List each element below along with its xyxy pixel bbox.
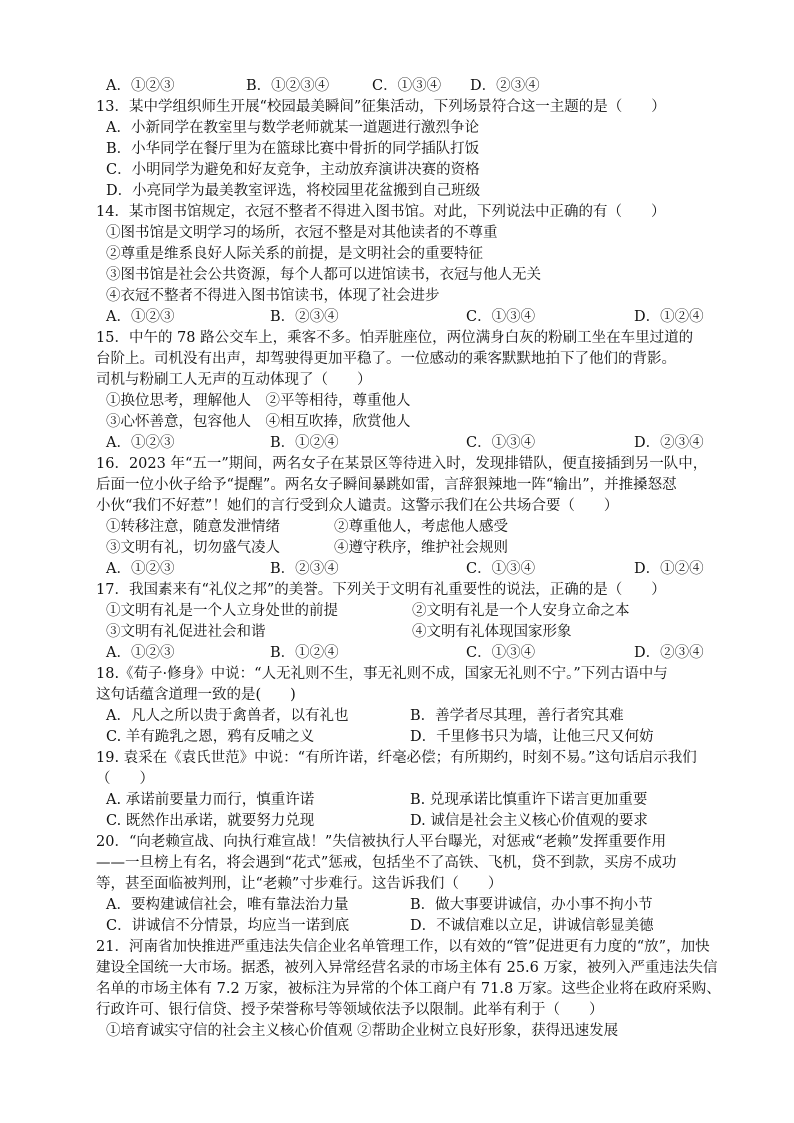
q15-option-c[interactable]: C．①③④	[466, 435, 536, 451]
q16-statement-1: ①转移注意，随意发泄情绪	[106, 519, 280, 535]
q16-stem-line-2: 后面一位小伙子给予“提醒”。两名女子瞬间暴跳如雷，言辞狠辣地一阵“输出”，并推搡怒怼	[96, 477, 677, 493]
q17-statement-3: ③文明有礼促进社会和谐	[106, 624, 266, 640]
q13-option-a[interactable]: A．小新同学在教室里与数学老师就某一道题进行激烈争论	[106, 120, 479, 136]
q14-stem: 14．某市图书馆规定，衣冠不整者不得进入图书馆。对此，下列说法中正确的有（ ）	[96, 204, 666, 220]
q12-option-a[interactable]: A．①②③	[106, 78, 175, 94]
q13-option-c[interactable]: C．小明同学为避免和好友竞争，主动放弃演讲决赛的资格	[106, 162, 480, 178]
q21-stem-line-1: 21．河南省加快推进严重违法失信企业名单管理工作，以有效的“管”促进更有力度的“放”，加快	[96, 939, 710, 955]
q17-option-b[interactable]: B．①②④	[270, 645, 339, 661]
q20-stem-line-2: ——一旦榜上有名，将会遇到“花式”惩戒，包括坐不了高铁、飞机，贷不到款，买房不成功	[96, 855, 677, 871]
q19-option-a[interactable]: A. 承诺前要量力而行，慎重许诺	[106, 792, 315, 808]
q20-option-c[interactable]: C．讲诚信不分情景，均应当一诺到底	[106, 918, 350, 934]
q19-option-b[interactable]: B. 兑现承诺比慎重许下诺言更加重要	[410, 792, 648, 808]
q16-option-d[interactable]: D．①②④	[634, 561, 704, 577]
q16-statement-2: ②尊重他人，考虑他人感受	[334, 519, 508, 535]
q21-statements-1-2: ①培育诚实守信的社会主义核心价值观 ②帮助企业树立良好形象，获得迅速发展	[106, 1023, 619, 1039]
q16-option-a[interactable]: A．①②③	[106, 561, 175, 577]
q19-stem-line-1: 19. 袁采在《袁氏世范》中说：“有所许诺，纤毫必偿；有所期约，时刻不易。”这句话启示我们	[96, 750, 697, 766]
q15-option-d[interactable]: D．②③④	[634, 435, 704, 451]
q19-stem-line-2: （ ）	[96, 771, 154, 787]
q16-stem-line-3: 小伙“我们不好惹”！她们的言行受到众人谴责。这警示我们在公共场合要（ ）	[96, 498, 619, 514]
q14-statement-4: ④衣冠不整者不得进入图书馆读书，体现了社会进步	[106, 288, 440, 304]
q14-option-b[interactable]: B．②③④	[270, 309, 339, 325]
q20-stem-line-3: 等，甚至面临被判刑，让“老赖”寸步难行。这告诉我们（ ）	[96, 876, 503, 892]
q16-stem-line-1: 16．2023 年“五一”期间，两名女子在某景区等待进入时，发现排错队，便直接插到另一队中，	[96, 456, 708, 472]
q15-stem-line-2: 台阶上。司机没有出声，却驾驶得更加平稳了。一位感动的乘客默默地拍下了他们的背影。	[96, 351, 676, 367]
q13-option-d[interactable]: D．小亮同学为最美教室评选，将校园里花盆搬到自己班级	[106, 183, 481, 199]
q16-option-b[interactable]: B．②③④	[270, 561, 339, 577]
q12-option-c[interactable]: C．①③④	[372, 78, 442, 94]
q17-statement-1: ①文明有礼是一个人立身处世的前提	[106, 603, 338, 619]
q18-option-c[interactable]: C. 羊有跪乳之恩，鸦有反哺之义	[106, 729, 315, 745]
q19-option-d[interactable]: D. 诚信是社会主义核心价值观的要求	[410, 813, 648, 829]
q17-stem: 17．我国素来有“礼仪之邦”的美誉。下列关于文明有礼重要性的说法，正确的是（ ）	[96, 582, 666, 598]
q20-stem-line-1: 20．“向老赖宣战、向执行难宣战！”失信被执行人平台曝光，对惩戒“老赖”发挥重要作用	[96, 834, 667, 850]
q21-stem-line-2: 建设全国统一大市场。据悉，被列入异常经营名录的市场主体有 25.6 万家，被列入严重违法失信	[96, 960, 718, 976]
q17-statement-4: ④文明有礼体现国家形象	[412, 624, 572, 640]
q15-statements-1-2: ①换位思考，理解他人 ②平等相待，尊重他人	[106, 393, 411, 409]
q16-statement-3: ③文明有礼，切勿盛气凌人	[106, 540, 280, 556]
q15-stem-line-3: 司机与粉刷工人无声的互动体现了（ ）	[96, 372, 372, 388]
q15-statements-3-4: ③心怀善意，包容他人 ④相互吹捧，欣赏他人	[106, 414, 411, 430]
q14-option-a[interactable]: A．①②③	[106, 309, 175, 325]
q17-statement-2: ②文明有礼是一个人安身立命之本	[412, 603, 630, 619]
q14-option-d[interactable]: D．①②④	[634, 309, 704, 325]
q18-option-d[interactable]: D．千里修书只为墙，让他三尺又何妨	[410, 729, 654, 745]
q13-stem: 13．某中学组织师生开展“校园最美瞬间”征集活动，下列场景符合这一主题的是（ ）	[96, 99, 666, 115]
q18-stem-line-2: 这句话蕴含道理一致的是( )	[96, 687, 296, 703]
q16-statement-4: ④遵守秩序，维护社会规则	[334, 540, 508, 556]
q20-option-b[interactable]: B．做大事要讲诚信，办小事不拘小节	[410, 897, 653, 913]
q15-option-a[interactable]: A．①②③	[106, 435, 175, 451]
q14-statement-1: ①图书馆是文明学习的场所，衣冠不整是对其他读者的不尊重	[106, 225, 498, 241]
q17-option-a[interactable]: A．①②③	[106, 645, 175, 661]
q18-stem-line-1: 18.《荀子·修身》中说：“人无礼则不生，事无礼则不成，国家无礼则不宁。”下列古语中与	[96, 666, 668, 682]
q18-option-a[interactable]: A．凡人之所以贵于禽兽者，以有礼也	[106, 708, 349, 724]
q19-option-c[interactable]: C. 既然作出承诺，就要努力兑现	[106, 813, 315, 829]
q14-option-c[interactable]: C．①③④	[466, 309, 536, 325]
q17-option-d[interactable]: D．②③④	[634, 645, 704, 661]
q17-option-c[interactable]: C．①③④	[466, 645, 536, 661]
q14-statement-2: ②尊重是维系良好人际关系的前提，是文明社会的重要特征	[106, 246, 483, 262]
q12-option-b[interactable]: B．①②③④	[246, 78, 330, 94]
q21-stem-line-3: 名单的市场主体有 7.2 万家，被标注为异常的个体工商户有 71.8 万家。这些企业将在政府采购、	[96, 981, 721, 997]
q21-stem-line-4: 行政许可、银行信贷、授予荣誉称号等领域依法予以限制。此举有利于（ ）	[96, 1002, 604, 1018]
q14-statement-3: ③图书馆是社会公共资源，每个人都可以进馆读书，衣冠与他人无关	[106, 267, 541, 283]
q16-option-c[interactable]: C．①③④	[466, 561, 536, 577]
q15-option-b[interactable]: B．①②④	[270, 435, 339, 451]
q15-stem-line-1: 15．中午的 78 路公交车上，乘客不多。怕弄脏座位，两位满身白灰的粉刷工坐在车里过道的	[96, 330, 694, 346]
q12-option-d[interactable]: D．②③④	[470, 78, 540, 94]
q13-option-b[interactable]: B．小华同学在餐厅里为在篮球比赛中骨折的同学插队打饭	[106, 141, 480, 157]
q20-option-d[interactable]: D．不诚信难以立足，讲诚信彰显美德	[410, 918, 654, 934]
q20-option-a[interactable]: A．要构建诚信社会，唯有靠法治力量	[106, 897, 349, 913]
q18-option-b[interactable]: B．善学者尽其理，善行者究其难	[410, 708, 624, 724]
